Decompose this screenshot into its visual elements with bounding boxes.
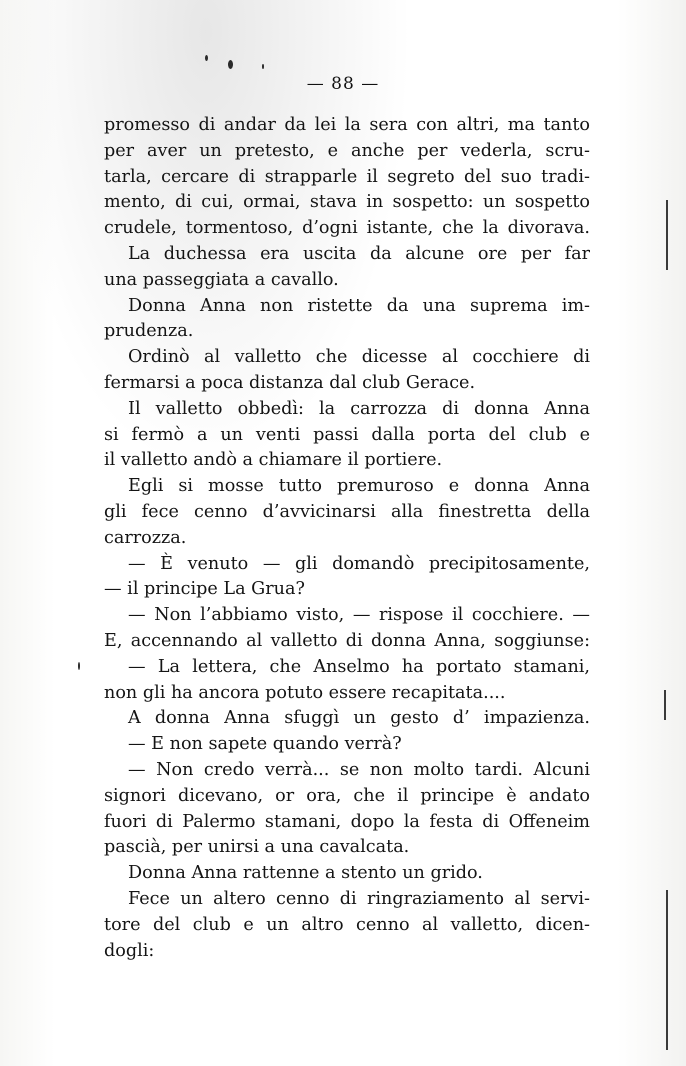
text-line: — È venuto — gli domandò precipitosamente, bbox=[128, 553, 590, 574]
text-line: gli fece cenno d’avvicinarsi alla finestretta della bbox=[104, 501, 590, 522]
text-line: fuori di Palermo stamani, dopo la festa di Offeneim bbox=[104, 811, 590, 832]
scan-edge-mark bbox=[666, 200, 668, 270]
body-text bbox=[104, 113, 590, 964]
text-line: — Non credo verrà... se non molto tardi. Alcuni bbox=[128, 759, 590, 780]
scan-speck bbox=[205, 55, 208, 61]
text-line: La duchessa era uscita da alcune ore per far bbox=[128, 243, 590, 264]
scan-speck bbox=[262, 64, 264, 69]
text-line: Fece un altero cenno di ringraziamento al servi- bbox=[128, 888, 590, 909]
text-line: — Non l’abbiamo visto, — rispose il cocchiere. — bbox=[128, 605, 590, 626]
scan-edge-mark bbox=[664, 690, 666, 720]
text-line: A donna Anna sfuggì un gesto d’ impazienza. bbox=[128, 708, 590, 729]
text-line: — il principe La Grua? bbox=[104, 579, 305, 600]
text-line: Donna Anna non ristette da una suprema im- bbox=[128, 295, 590, 316]
page-header bbox=[0, 74, 686, 94]
text-line: per aver un pretesto, e anche per vederla, scru- bbox=[104, 140, 590, 161]
text-line: Il valletto obbedì: la carrozza di donna Anna bbox=[128, 398, 590, 419]
scan-speck bbox=[228, 60, 233, 69]
text-line: tore del club e un altro cenno al valletto, dicen- bbox=[104, 914, 590, 935]
scan-edge-mark bbox=[666, 890, 668, 1050]
text-line: mento, di cui, ormai, stava in sospetto: un sospetto bbox=[104, 192, 590, 213]
text-line: Ordinò al valletto che dicesse al cocchiere di bbox=[128, 347, 590, 368]
text-line: — La lettera, che Anselmo ha portato stamani, bbox=[128, 656, 590, 677]
scan-speck bbox=[78, 662, 80, 670]
text-line: non gli ha ancora potuto essere recapitata.... bbox=[104, 682, 506, 703]
text-line: carrozza. bbox=[104, 527, 187, 548]
text-line: una passeggiata a cavallo. bbox=[104, 269, 339, 290]
page-number: — 88 — bbox=[306, 74, 380, 94]
text-line: prudenza. bbox=[104, 321, 194, 342]
text-line: tarla, cercare di strapparle il segreto del suo tradi- bbox=[104, 166, 590, 187]
text-line: promesso di andar da lei la sera con altri, ma tanto bbox=[104, 115, 590, 135]
text-line: Donna Anna rattenne a stento un grido. bbox=[128, 863, 483, 884]
text-line: — E non sapete quando verrà? bbox=[128, 734, 402, 755]
text-line: fermarsi a poca distanza dal club Gerace. bbox=[104, 372, 476, 393]
text-line: dogli: bbox=[104, 940, 155, 961]
text-line: E, accennando al valletto di donna Anna, soggiunse: bbox=[104, 630, 590, 651]
text-line: pascià, per unirsi a una cavalcata. bbox=[104, 837, 410, 858]
text-line: il valletto andò a chiamare il portiere. bbox=[104, 450, 443, 471]
text-line: signori dicevano, or ora, che il principe è andato bbox=[104, 785, 590, 806]
text-line: crudele, tormentoso, d’ogni istante, che la divorava. bbox=[104, 218, 590, 239]
text-line: Egli si mosse tutto premuroso e donna Anna bbox=[128, 476, 590, 497]
text-line: si fermò a un venti passi dalla porta del club e bbox=[104, 424, 590, 445]
